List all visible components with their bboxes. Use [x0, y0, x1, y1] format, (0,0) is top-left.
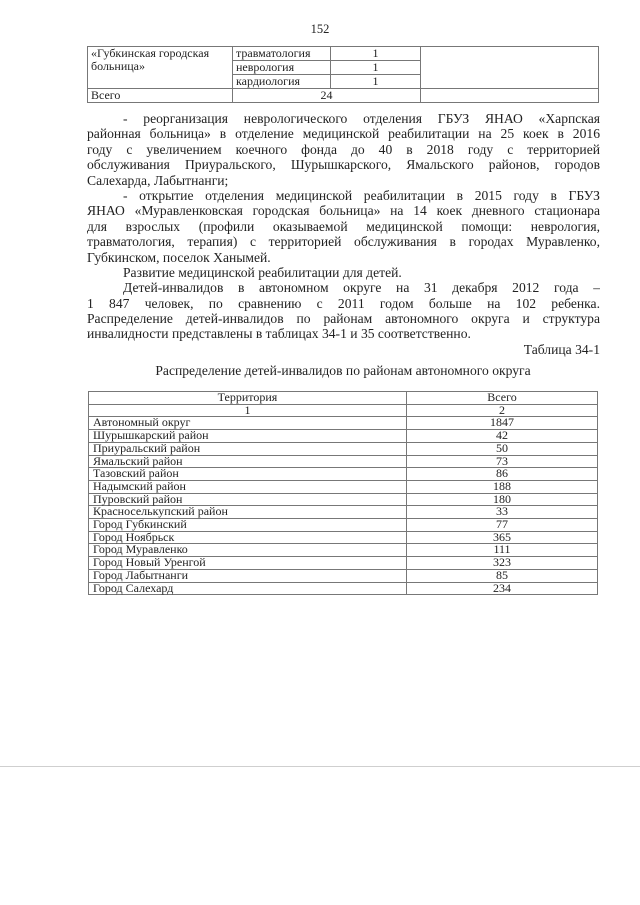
empty-cell	[421, 47, 599, 89]
total-cell: 365	[407, 531, 598, 544]
text-line: - реорганизация неврологического отделения ГБУЗ ЯНАО «Харпская	[123, 111, 600, 126]
territory-cell: Красноселькупский район	[89, 506, 407, 519]
table-label: Таблица 34-1	[523, 341, 600, 357]
profile: кардиология	[233, 75, 331, 89]
territory-cell: Автономный округ	[89, 417, 407, 430]
territory-cell: Город Новый Уренгой	[89, 557, 407, 570]
territory-cell: Ямальский район	[89, 455, 407, 468]
total-value: 24	[233, 89, 421, 103]
total-cell: 42	[407, 430, 598, 443]
hospital-name: «Губкинская городская больница»	[88, 47, 233, 89]
total-cell: 85	[407, 569, 598, 582]
text-line: районная больница» в отделение медицинской реабилитации на 25 коек в 2016	[87, 126, 600, 142]
territory-cell: Приуральский район	[89, 442, 407, 455]
territory-cell: Надымский район	[89, 480, 407, 493]
text-line: - открытие отделения медицинской реабилитации в 2015 году в ГБУЗ	[123, 187, 600, 203]
beds-value: 1	[331, 61, 421, 75]
text-line: Распределение детей-инвалидов по районам автономного округа и структура	[87, 311, 600, 327]
text-line: году с увеличением коечного фонда до 40 в 2018 году с территорией	[87, 141, 600, 157]
text-line: Развитие медицинской реабилитации для детей.	[123, 264, 402, 280]
header-territory: Территория	[89, 392, 407, 405]
territory-cell: Пуровский район	[89, 493, 407, 506]
text-line: Детей-инвалидов в автономном округе на 31 декабря 2012 года –	[123, 280, 600, 296]
total-cell: 323	[407, 557, 598, 570]
territory-cell: Тазовский район	[89, 468, 407, 481]
disabled-children-table	[88, 391, 598, 595]
text-line: 1 847 человек, по сравнению с 2011 годом больше на 102 ребенка.	[87, 295, 600, 311]
body-text	[87, 111, 600, 357]
text-line: инвалидности представлены в таблицах 34-1 и 35 соответственно.	[87, 326, 471, 342]
total-cell: 73	[407, 455, 598, 468]
profile: неврология	[233, 61, 331, 75]
beds-table	[87, 46, 599, 103]
territory-cell: Город Губкинский	[89, 519, 407, 532]
text-line: ЯНАО «Муравленковская городская больница» на 14 коек дневного стационара	[87, 203, 600, 219]
total-cell: 50	[407, 442, 598, 455]
page-number: 152	[310, 22, 330, 36]
col-number: 1	[89, 404, 407, 417]
text-line: обслуживания Приуральского, Шурышкарского, Ямальского районов, городов	[87, 157, 600, 173]
total-label: Всего	[88, 89, 233, 103]
beds-value: 1	[331, 75, 421, 89]
total-cell: 180	[407, 493, 598, 506]
text-line: Губкинском, поселок Ханымей.	[87, 249, 271, 265]
total-cell: 1847	[407, 417, 598, 430]
territory-cell: Город Муравленко	[89, 544, 407, 557]
header-total: Всего	[407, 392, 598, 405]
text-line: Салехарда, Лабытнанги;	[87, 172, 229, 188]
total-cell: 188	[407, 480, 598, 493]
territory-cell: Город Лабытнанги	[89, 569, 407, 582]
territory-cell: Город Салехард	[89, 582, 407, 595]
territory-cell: Шурышкарский район	[89, 430, 407, 443]
profile: травматология	[233, 47, 331, 61]
territory-cell: Город Ноябрьск	[89, 531, 407, 544]
empty-cell	[421, 89, 599, 103]
total-cell: 111	[407, 544, 598, 557]
table-header-row	[89, 392, 598, 405]
text-line: для взрослых (профили оказываемой медицинской помощи: неврология,	[87, 218, 600, 234]
total-cell: 86	[407, 468, 598, 481]
beds-value: 1	[331, 47, 421, 61]
text-line: травматология, терапия) с территорией обслуживания в городах Муравленко,	[87, 234, 600, 250]
total-cell: 33	[407, 506, 598, 519]
total-cell: 77	[407, 519, 598, 532]
total-cell: 234	[407, 582, 598, 595]
col-number: 2	[407, 404, 598, 417]
table-row	[89, 582, 598, 595]
table-title: Распределение детей-инвалидов по районам автономного округа	[155, 363, 531, 378]
